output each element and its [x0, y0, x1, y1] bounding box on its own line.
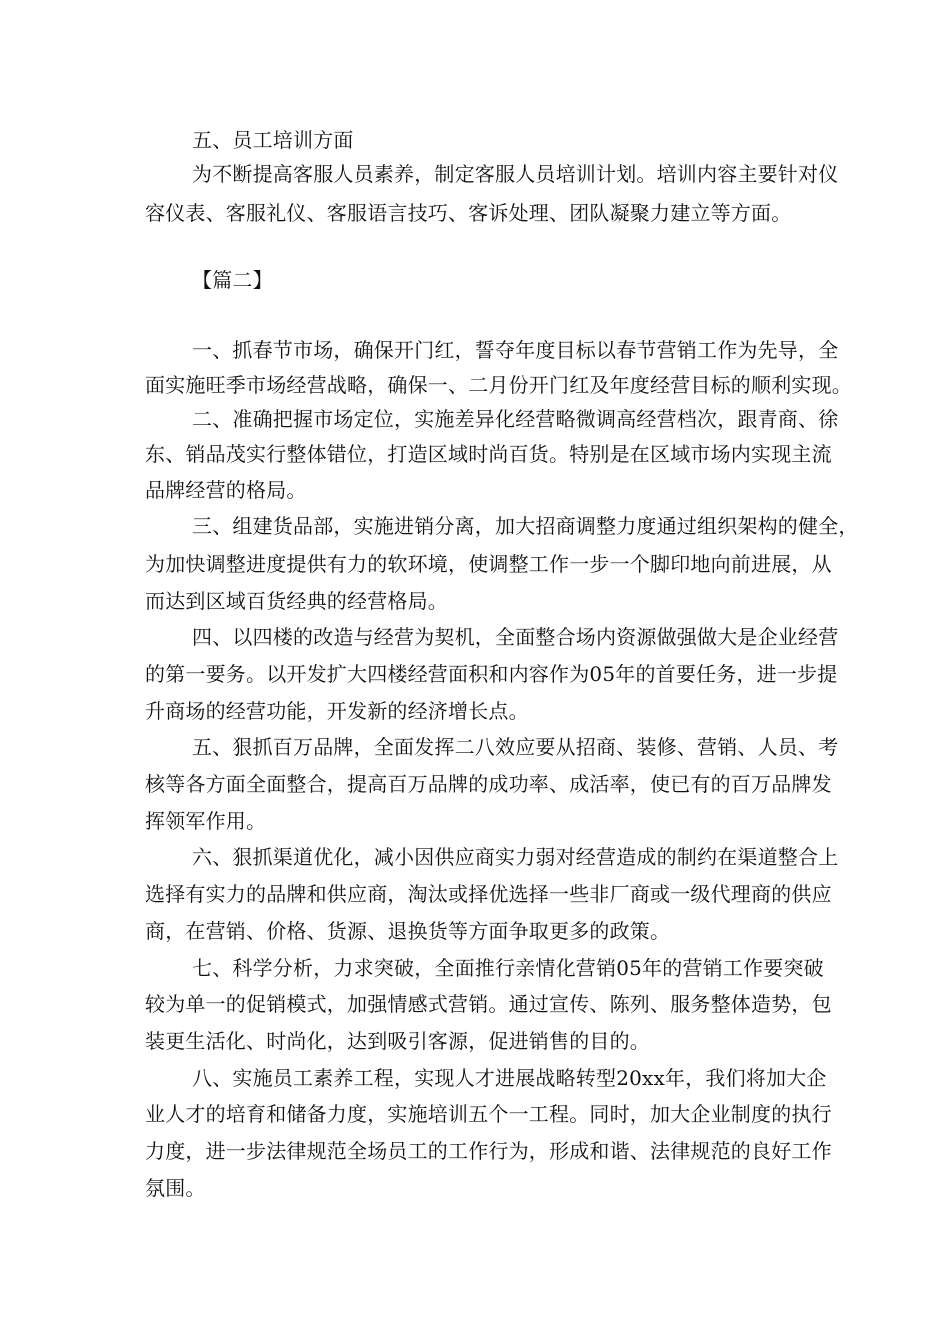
item-5-line: 挥领军作用。: [145, 809, 267, 833]
item-4-line: 升商场的经营功能，开发新的经济增长点。: [145, 699, 529, 723]
item-2-line: 东、销品茂实行整体错位，打造区域时尚百货。特别是在区域市场内实现主流: [145, 442, 832, 466]
item-8-line: 业人才的培育和储备力度，实施培训五个一工程。同时，加大企业制度的执行: [145, 1102, 832, 1126]
item-3-line: 而达到区域百货经典的经营格局。: [145, 589, 448, 613]
item-6-line: 商，在营销、价格、货源、退换货等方面争取更多的政策。: [145, 919, 671, 943]
item-8-line: 力度，进一步法律规范全场员工的工作行为，形成和谐、法律规范的良好工作: [145, 1139, 832, 1163]
item-7-line: 装更生活化、时尚化，达到吸引客源，促进销售的目的。: [145, 1029, 650, 1053]
item-2-line: 二、准确把握市场定位，实施差异化经营略微调高经营档次，跟青商、徐: [192, 407, 839, 431]
item-6-line: 选择有实力的品牌和供应商，淘汰或择优选择一些非厂商或一级代理商的供应: [145, 882, 832, 906]
item-5-line: 五、狠抓百万品牌，全面发挥二八效应要从招商、装修、营销、人员、考: [192, 735, 839, 759]
item-3-line: 为加快调整进度提供有力的软环境，使调整工作一步一个脚印地向前进展，从: [145, 552, 832, 576]
item-7-line: 较为单一的促销模式，加强情感式营销。通过宣传、陈列、服务整体造势，包: [145, 992, 832, 1016]
item-5-line: 核等各方面全面整合，提高百万品牌的成功率、成活率，使已有的百万品牌发: [145, 772, 832, 796]
item-4-line: 的第一要务。以开发扩大四楼经营面积和内容作为05年的首要任务，进一步提: [145, 662, 838, 686]
item-2-line: 品牌经营的格局。: [145, 478, 307, 502]
item-1-line: 面实施旺季市场经营战略，确保一、二月份开门红及年度经营目标的顺利实现。: [145, 373, 852, 397]
item-4-line: 四、以四楼的改造与经营为契机，全面整合场内资源做强做大是企业经营: [192, 625, 839, 649]
item-8-line: 八、实施员工素养工程，实现人才进展战略转型20xx年，我们将加大企: [192, 1066, 827, 1090]
paragraph-line: 容仪表、客服礼仪、客服语言技巧、客诉处理、团队凝聚力建立等方面。: [145, 201, 792, 225]
part-title: 【篇二】: [192, 268, 273, 292]
item-3-line: 三、组建货品部，实施进销分离，加大招商调整力度通过组织架构的健全，: [192, 514, 859, 538]
item-8-line: 氛围。: [145, 1176, 206, 1200]
item-6-line: 六、狠抓渠道优化，减小因供应商实力弱对经营造成的制约在渠道整合上: [192, 845, 839, 869]
section-heading: 五、员工培训方面: [192, 128, 354, 152]
paragraph-line: 为不断提高客服人员素养，制定客服人员培训计划。培训内容主要针对仪: [192, 162, 839, 186]
item-1-line: 一、抓春节市场，确保开门红，誓夺年度目标以春节营销工作为先导，全: [192, 338, 839, 362]
item-7-line: 七、科学分析，力求突破，全面推行亲情化营销05年的营销工作要突破: [192, 956, 824, 980]
